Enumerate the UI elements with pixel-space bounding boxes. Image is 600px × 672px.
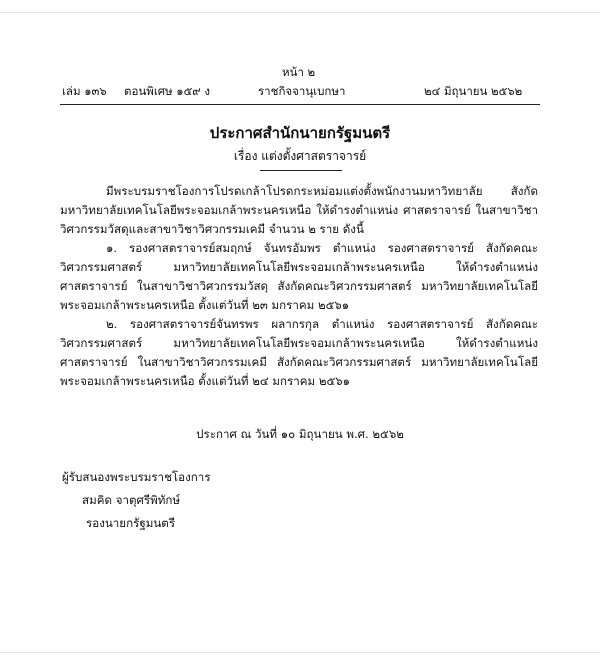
announcement-body — [60, 182, 538, 391]
signatory-name: สมคิด จาตุศรีพิทักษ์ — [82, 493, 181, 507]
issue-date: ๒๔ มิถุนายน ๒๕๖๒ — [424, 84, 523, 98]
special-issue: ตอนพิเศษ ๑๕๙ ง — [124, 84, 210, 98]
page-bottom-border — [0, 652, 600, 653]
subject-line: เรื่อง แต่งตั้งศาสตราจารย์ — [233, 149, 367, 163]
announced-date: ประกาศ ณ วันที่ ๑๐ มิถุนายน พ.ศ. ๒๕๖๒ — [196, 427, 404, 441]
header-rule — [60, 104, 540, 105]
page-number: หน้า ๒ — [282, 65, 316, 79]
gazette-name: ราชกิจจานุเบกษา — [258, 84, 346, 98]
countersign-label: ผู้รับสนองพระบรมราชโองการ — [62, 470, 211, 484]
page-top-border — [0, 12, 600, 13]
volume-number: เล่ม ๑๓๖ — [62, 84, 107, 98]
intro-paragraph: มีพระบรมราชโองการโปรดเกล้าโปรดกระหม่อมแต่งตั้งพนักงานมหาวิทยาลัย สังกัดมหาวิทยาลัยเทคโนโลยีพระจอมเกล้าพระนครเหนือ ให้ดำรงตำแหน่ง ศาสตราจารย์ ในสาขาวิชาวิศวกรรมวัสดุและสาขาวิชาวิศวกรรมเคมี จำนวน ๒ ราย ดังนี้ — [60, 184, 538, 236]
appointment-item-1: ๑. รองศาสตราจารย์สมฤกษ์ จันทรอัมพร ตำแหน่ง รองศาสตราจารย์ สังกัดคณะวิศวกรรมศาสตร์ มหาวิทยาลัยเทคโนโลยีพระจอมเกล้าพระนครเหนือ ให้ดำรงตำแหน่งศาสตราจารย์ ในสาขาวิชาวิศวกรรมวัสดุ สังกัดคณะวิศวกรรมศาสตร์ มหาวิทยาลัยเทคโนโลยีพระจอมเกล้าพระนครเหนือ ตั้งแต่วันที่ ๒๓ มกราคม ๒๕๖๑ — [60, 241, 538, 312]
signatory-position: รองนายกรัฐมนตรี — [86, 516, 176, 530]
appointment-item-2: ๒. รองศาสตราจารย์จันทรพร ผลากรกุล ตำแหน่ง รองศาสตราจารย์ สังกัดคณะวิศวกรรมศาสตร์ มหาวิทยาลัยเทคโนโลยีพระจอมเกล้าพระนครเหนือ ให้ดำรงตำแหน่งศาสตราจารย์ ในสาขาวิชาวิศวกรรมเคมี สังกัดคณะวิศวกรรมศาสตร์ มหาวิทยาลัยเทคโนโลยีพระจอมเกล้าพระนครเหนือ ตั้งแต่วันที่ ๒๔ มกราคม ๒๕๖๑ — [60, 317, 538, 388]
page-title: ประกาศสำนักนายกรัฐมนตรี — [209, 124, 391, 142]
title-rule — [260, 170, 342, 171]
